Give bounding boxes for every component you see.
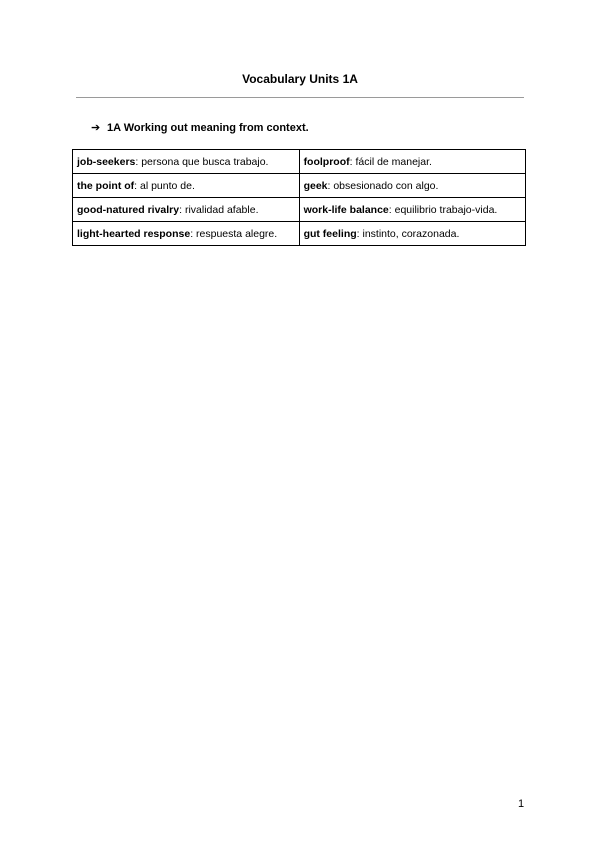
vocab-definition: : instinto, corazonada.	[356, 227, 460, 240]
vocab-definition: : al punto de.	[134, 179, 195, 192]
vocab-term: the point of	[77, 179, 135, 192]
vocab-term: gut feeling	[303, 227, 357, 240]
table-row	[73, 198, 526, 222]
table-row	[73, 222, 526, 246]
table-cell	[73, 198, 300, 222]
vocab-definition: : persona que busca trabajo.	[135, 155, 269, 168]
table-cell	[73, 174, 300, 198]
vocab-definition: : rivalidad afable.	[179, 203, 259, 216]
table-cell	[73, 150, 300, 174]
table-cell	[299, 222, 525, 246]
table-cell	[299, 198, 525, 222]
vocab-definition: : respuesta alegre.	[190, 227, 278, 240]
table-row	[73, 150, 526, 174]
section-heading	[91, 121, 309, 134]
vocab-term: geek	[303, 179, 328, 192]
vocab-definition: : obsesionado con algo.	[327, 179, 439, 192]
vocab-definition: : equilibrio trabajo-vida.	[388, 203, 498, 216]
vocab-term: foolproof	[303, 155, 350, 168]
vocab-term: job-seekers	[77, 155, 136, 168]
table-row	[73, 174, 526, 198]
document-title: Vocabulary Units 1A	[242, 72, 358, 86]
table-cell	[299, 150, 525, 174]
vocab-term: work-life balance	[303, 203, 389, 216]
vocab-term: light-hearted response	[77, 227, 191, 240]
arrow-icon: ➔	[91, 122, 101, 134]
table-cell	[73, 222, 300, 246]
table-cell	[299, 174, 525, 198]
page-number: 1	[518, 798, 525, 810]
vocab-definition: : fácil de manejar.	[349, 155, 432, 168]
vocabulary-table	[72, 149, 526, 246]
title-divider	[76, 97, 524, 98]
vocab-term: good-natured rivalry	[77, 203, 180, 216]
section-heading-text: 1A Working out meaning from context.	[107, 122, 309, 134]
